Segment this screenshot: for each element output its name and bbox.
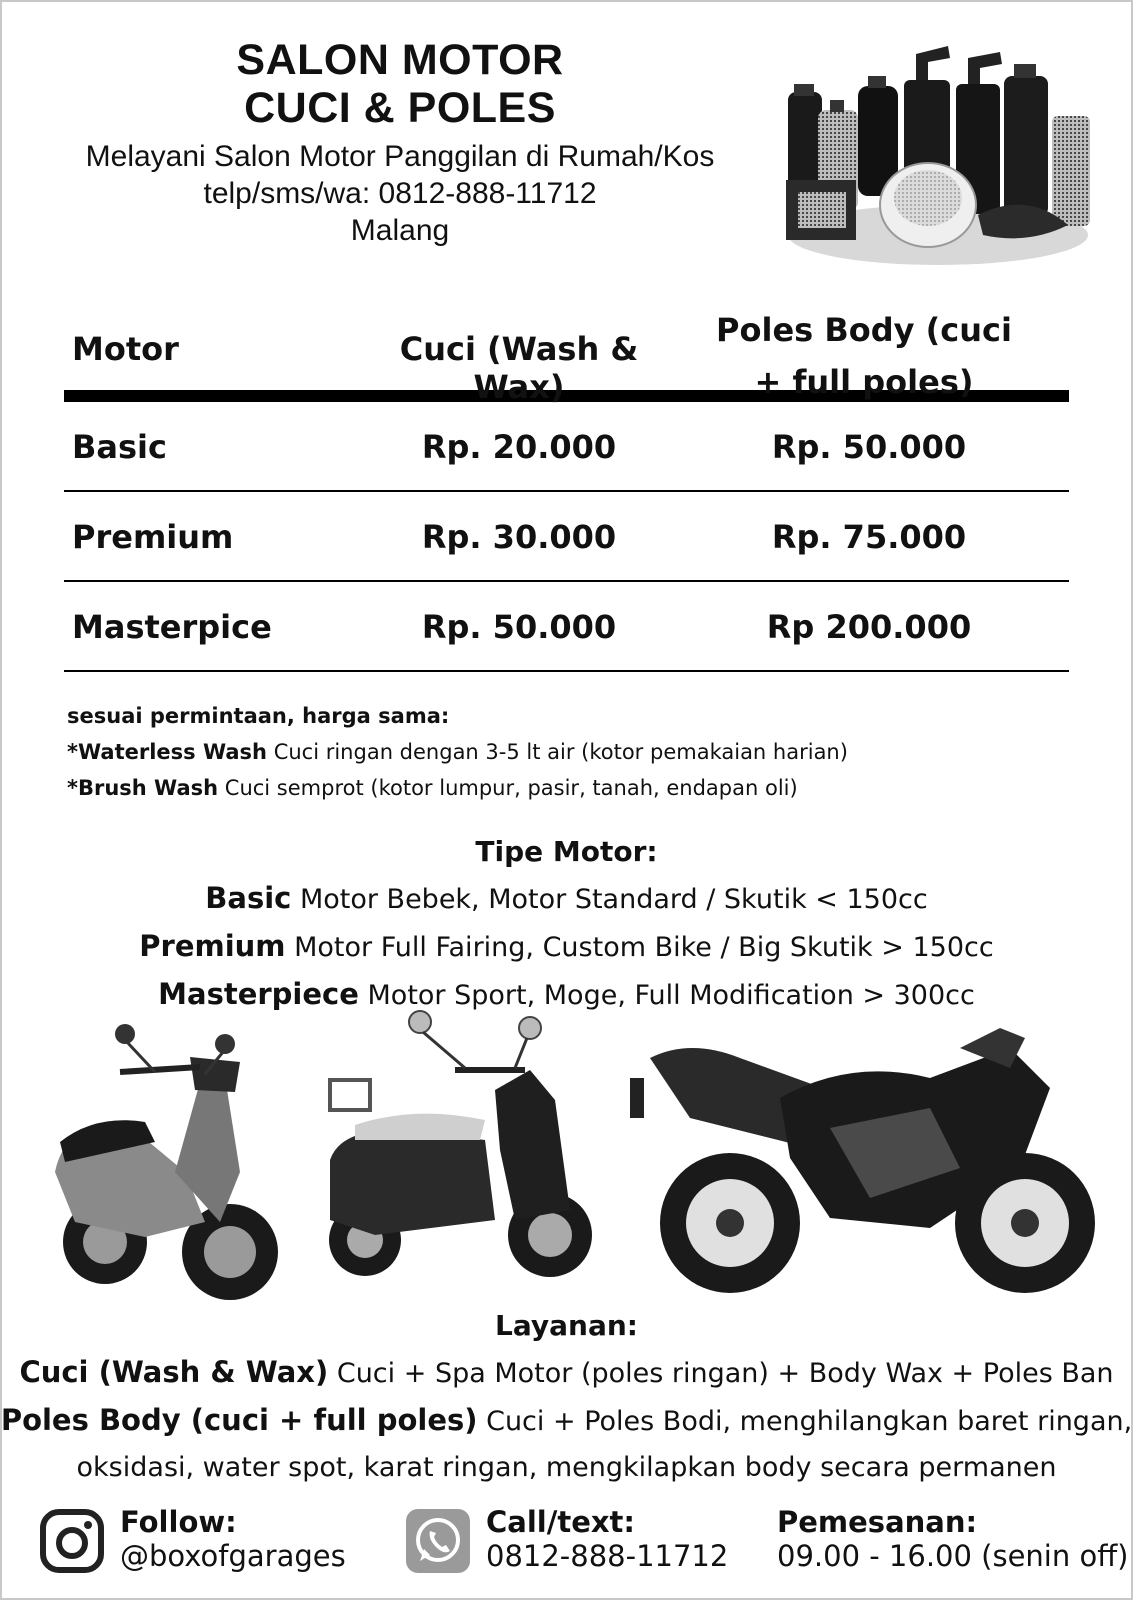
row-cuci-price: Rp. 50.000 — [421, 608, 617, 646]
row-poles-price: Rp 200.000 — [766, 608, 972, 646]
instagram-handle[interactable]: @boxofgarages — [120, 1539, 346, 1573]
row-cuci-price: Rp. 20.000 — [421, 428, 617, 466]
col-header-cuci: Cuci (Wash & Wax) — [399, 330, 639, 406]
price-table-header — [64, 300, 1069, 406]
city-line: Malang — [350, 214, 450, 247]
tipe-item — [0, 923, 1133, 971]
layanan-cuci-name: Cuci (Wash & Wax) — [19, 1355, 329, 1389]
row-cuci-price: Rp. 30.000 — [421, 518, 617, 556]
footer-call — [406, 1505, 736, 1585]
table-row — [64, 582, 1069, 672]
wash-notes — [67, 698, 1067, 806]
layanan-poles-desc-2: oksidasi, water spot, karat ringan, mengkilapkan body secara permanen — [76, 1452, 1057, 1483]
note-item-desc: Cuci semprot (kotor lumpur, pasir, tanah, endapan oli) — [224, 776, 798, 800]
tipe-item-name: Basic — [205, 881, 292, 915]
footer-follow — [40, 1505, 370, 1585]
tipe-item-name: Premium — [139, 929, 286, 963]
follow-label: Follow: — [120, 1505, 237, 1539]
note-item — [67, 734, 1067, 770]
row-poles-price: Rp. 50.000 — [771, 428, 967, 466]
note-item-name: *Waterless Wash — [67, 740, 267, 764]
layanan-item-cuci — [0, 1349, 1133, 1397]
row-poles-price: Rp. 75.000 — [771, 518, 967, 556]
table-row — [64, 492, 1069, 582]
sport-bike-image — [630, 1028, 1110, 1298]
layanan-heading: Layanan: — [495, 1309, 638, 1342]
tipe-item-desc: Motor Bebek, Motor Standard / Skutik < 150cc — [299, 884, 928, 915]
note-item — [67, 770, 1067, 806]
tipe-item-desc: Motor Full Fairing, Custom Bike / Big Skutik > 150cc — [294, 932, 994, 963]
scooter-image — [35, 1022, 285, 1312]
layanan-cuci-desc: Cuci + Spa Motor (poles ringan) + Body Wax + Poles Ban — [336, 1358, 1114, 1389]
layanan-poles-desc-1: Cuci + Poles Bodi, menghilangkan baret ringan, — [486, 1406, 1133, 1437]
footer-order — [777, 1505, 1129, 1585]
tipe-item-desc: Motor Sport, Moge, Full Modification > 300cc — [367, 980, 975, 1011]
tipe-item-name: Masterpiece — [158, 977, 359, 1011]
tagline: Melayani Salon Motor Panggilan di Rumah/Kos — [85, 140, 715, 173]
whatsapp-icon[interactable] — [406, 1509, 470, 1573]
order-hours: 09.00 - 16.00 (senin off) — [777, 1539, 1129, 1573]
title-line-2: CUCI & POLES — [244, 84, 556, 132]
tipe-item — [0, 875, 1133, 923]
col-header-poles: Poles Body (cuci + full poles) — [716, 311, 1012, 401]
note-item-desc: Cuci ringan dengan 3-5 lt air (kotor pemakaian harian) — [273, 740, 848, 764]
call-label: Call/text: — [486, 1505, 636, 1539]
layanan-poles-name: Poles Body (cuci + full poles) — [0, 1403, 478, 1437]
price-table — [64, 300, 1069, 672]
flyer-header — [30, 36, 770, 249]
phone-line: telp/sms/wa: 0812-888-11712 — [203, 177, 597, 210]
note-item-name: *Brush Wash — [67, 776, 219, 800]
car-care-products-image — [778, 40, 1108, 278]
row-motor-type: Masterpice — [72, 608, 272, 646]
title-line-1: SALON MOTOR — [236, 36, 564, 84]
call-number[interactable]: 0812-888-11712 — [486, 1539, 729, 1573]
notes-intro: sesuai permintaan, harga sama: — [67, 704, 450, 728]
table-row — [64, 402, 1069, 492]
col-header-motor: Motor — [72, 330, 179, 368]
row-motor-type: Basic — [72, 428, 167, 466]
instagram-icon[interactable] — [40, 1509, 104, 1573]
row-motor-type: Premium — [72, 518, 234, 556]
tipe-motor-heading: Tipe Motor: — [475, 835, 658, 868]
order-label: Pemesanan: — [777, 1505, 978, 1539]
layanan-section — [0, 1303, 1133, 1491]
vespa-image — [315, 1010, 595, 1300]
tipe-motor-section — [0, 828, 1133, 1019]
layanan-item-poles — [0, 1397, 1133, 1445]
